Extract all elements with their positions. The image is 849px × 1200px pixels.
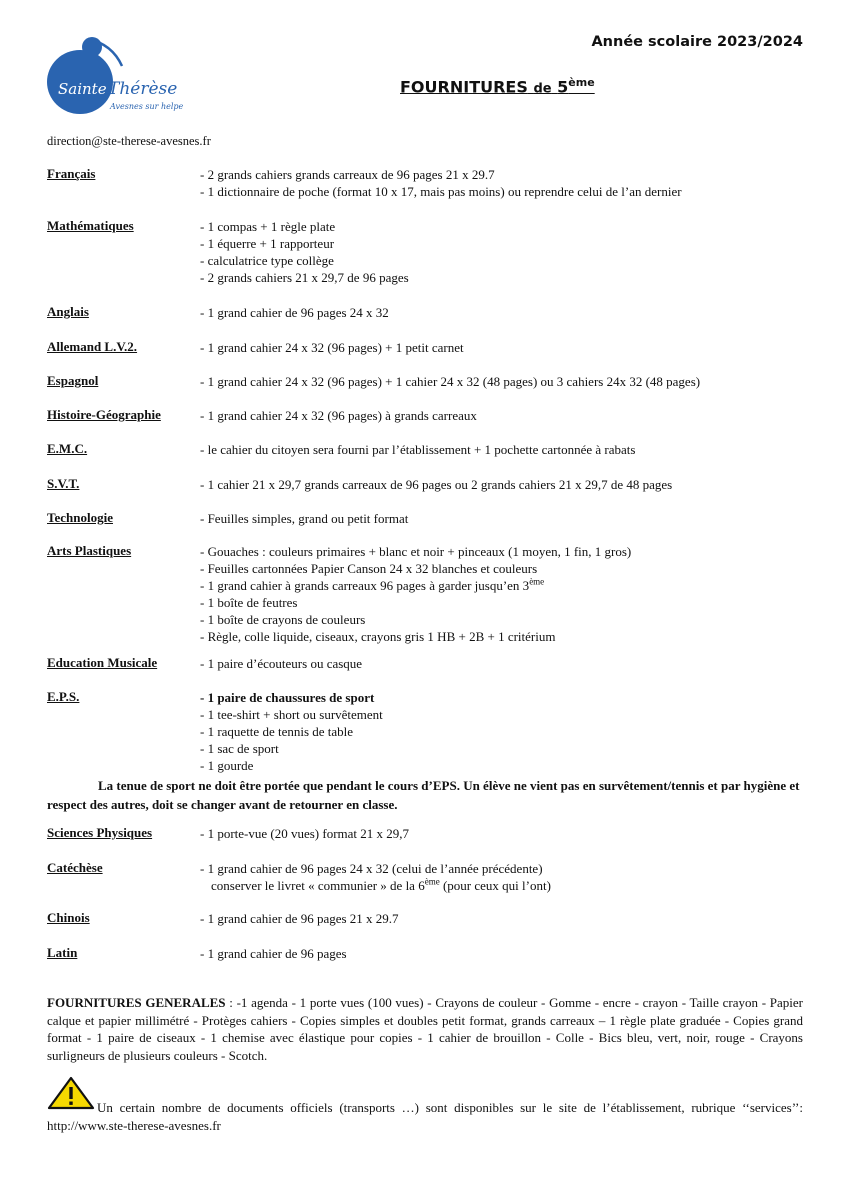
- list-item: - Feuilles cartonnées Papier Canson 24 x 32 blanches et couleurs: [200, 561, 538, 576]
- warning-text: Un certain nombre de documents officiels (transports …) sont disponibles sur le site de l’établissement, rubrique ‘‘services’’: http://www.ste-therese-avesnes.fr: [47, 1100, 803, 1133]
- items-svt: [200, 476, 672, 493]
- eps-note: La tenue de sport ne doit être portée que pendant le cours d’EPS. Un élève ne vient pas en survêtement/tennis et par hygiène et respect des autres, doit se changer avant de retourner en classe.: [47, 778, 800, 812]
- items-chinois: [200, 910, 399, 927]
- logo-name-part1: Sainte: [58, 80, 107, 98]
- list-item: - 1 gourde: [200, 758, 254, 773]
- list-item: - 1 sac de sport: [200, 741, 279, 756]
- page-title: FOURNITURES de 5ème: [400, 76, 595, 97]
- list-item: - Feuilles simples, grand ou petit format: [200, 511, 409, 526]
- subject-svt: S.V.T.: [47, 476, 80, 491]
- list-item: - 1 compas + 1 règle plate: [200, 219, 336, 234]
- subject-emc: E.M.C.: [47, 441, 88, 456]
- subject-technologie: Technologie: [47, 510, 113, 525]
- list-item: - 1 grand cahier de 96 pages 24 x 32: [200, 305, 389, 320]
- subject-education-musicale: Education Musicale: [47, 655, 158, 670]
- items-espagnol: [200, 373, 700, 390]
- list-item: - 1 grand cahier de 96 pages 21 x 29.7: [200, 911, 399, 926]
- list-item: - 1 boîte de crayons de couleurs: [200, 612, 366, 627]
- items-eps: [200, 689, 383, 774]
- items-arts-plastiques: [200, 543, 631, 645]
- logo-name-part2: Thérèse: [108, 79, 178, 99]
- list-item: - 1 dictionnaire de poche (format 10 x 17, mais pas moins) ou reprendre celui de l’an dernier: [200, 184, 682, 199]
- subject-chinois: Chinois: [47, 910, 90, 925]
- list-item: - 1 grand cahier 24 x 32 (96 pages) à grands carreaux: [200, 408, 477, 423]
- list-item: - 2 grands cahiers 21 x 29,7 de 96 pages: [200, 270, 409, 285]
- list-item: conserver le livret « communier » de la 6ème (pour ceux qui l’ont): [211, 876, 551, 893]
- general-supplies-text: : -1 agenda - 1 porte vues (100 vues) - Crayons de couleur - Gomme - encre - crayon - Taille crayon - Papier calque et papier millimétré - Protèges cahiers - Copies simples et doubles petit format, grands carreaux – 1 règle plate graduée - Copies grand format - 1 paire de ciseaux - 1 chemise avec élastique pour copies - 1 cahier de brouillon - Colle - Bics bleu, vert, noir, rouge - Crayons surligneurs de plusieurs couleurs - Scotch.: [47, 995, 803, 1063]
- items-francais: [200, 166, 682, 200]
- contact-email[interactable]: direction@ste-therese-avesnes.fr: [47, 134, 211, 148]
- list-item: - 1 équerre + 1 rapporteur: [200, 236, 335, 251]
- list-item: - 1 grand cahier 24 x 32 (96 pages) + 1 cahier 24 x 32 (48 pages) ou 3 cahiers 24x 32 (48 pages): [200, 374, 701, 389]
- subject-sciences-physiques: Sciences Physiques: [47, 825, 153, 840]
- logo-tagline: Avesnes sur helpe: [110, 102, 184, 111]
- list-item: - 1 paire de chaussures de sport: [200, 690, 375, 705]
- list-item: - Gouaches : couleurs primaires + blanc et noir + pinceaux (1 moyen, 1 fin, 1 gros): [200, 544, 632, 559]
- items-sciences-physiques: [200, 825, 409, 842]
- subject-arts-plastiques: Arts Plastiques: [47, 543, 132, 558]
- general-supplies-label: FOURNITURES GENERALES: [47, 995, 226, 1010]
- list-item: - calculatrice type collège: [200, 253, 334, 268]
- subject-latin: Latin: [47, 945, 78, 960]
- items-emc: [200, 441, 635, 458]
- items-anglais: [200, 304, 389, 321]
- list-item: - 1 grand cahier à grands carreaux 96 pages à garder jusqu’en 3ème: [200, 576, 545, 593]
- list-item: - 1 paire d’écouteurs ou casque: [200, 656, 363, 671]
- list-item: - 1 tee-shirt + short ou survêtement: [200, 707, 383, 722]
- school-year: Année scolaire 2023/2024: [591, 34, 803, 50]
- list-item: - 1 porte-vue (20 vues) format 21 x 29,7: [200, 826, 410, 841]
- list-item: - 1 boîte de feutres: [200, 595, 298, 610]
- subject-catechese: Catéchèse: [47, 860, 103, 875]
- list-item: - 1 grand cahier 24 x 32 (96 pages) + 1 petit carnet: [200, 340, 464, 355]
- list-item: - 1 raquette de tennis de table: [200, 724, 354, 739]
- list-item: - Règle, colle liquide, ciseaux, crayons gris 1 HB + 2B + 1 critérium: [200, 629, 556, 644]
- subject-mathematiques: Mathématiques: [47, 218, 134, 233]
- subject-espagnol: Espagnol: [47, 373, 99, 388]
- list-item: - 1 grand cahier de 96 pages 24 x 32 (celui de l’année précédente): [200, 861, 543, 876]
- items-allemand: [200, 339, 464, 356]
- items-histoire-geographie: [200, 407, 477, 424]
- school-logo: [44, 34, 204, 130]
- list-item: - 1 cahier 21 x 29,7 grands carreaux de 96 pages ou 2 grands cahiers 21 x 29,7 de 48 pages: [200, 477, 673, 492]
- list-item: - le cahier du citoyen sera fourni par l’établissement + 1 pochette cartonnée à rabats: [200, 442, 636, 457]
- list-item: - 2 grands cahiers grands carreaux de 96 pages 21 x 29.7: [200, 167, 495, 182]
- items-catechese: [200, 860, 551, 894]
- subject-eps: E.P.S.: [47, 689, 80, 704]
- general-supplies: [47, 994, 803, 1064]
- subject-allemand: Allemand L.V.2.: [47, 339, 138, 354]
- items-latin: [200, 945, 347, 962]
- items-education-musicale: [200, 655, 362, 672]
- subject-anglais: Anglais: [47, 304, 89, 319]
- list-item: - 1 grand cahier de 96 pages: [200, 946, 347, 961]
- items-mathematiques: [200, 218, 409, 286]
- subject-histoire-geographie: Histoire-Géographie: [47, 407, 161, 422]
- subject-francais: Français: [47, 166, 96, 181]
- items-technologie: [200, 510, 408, 527]
